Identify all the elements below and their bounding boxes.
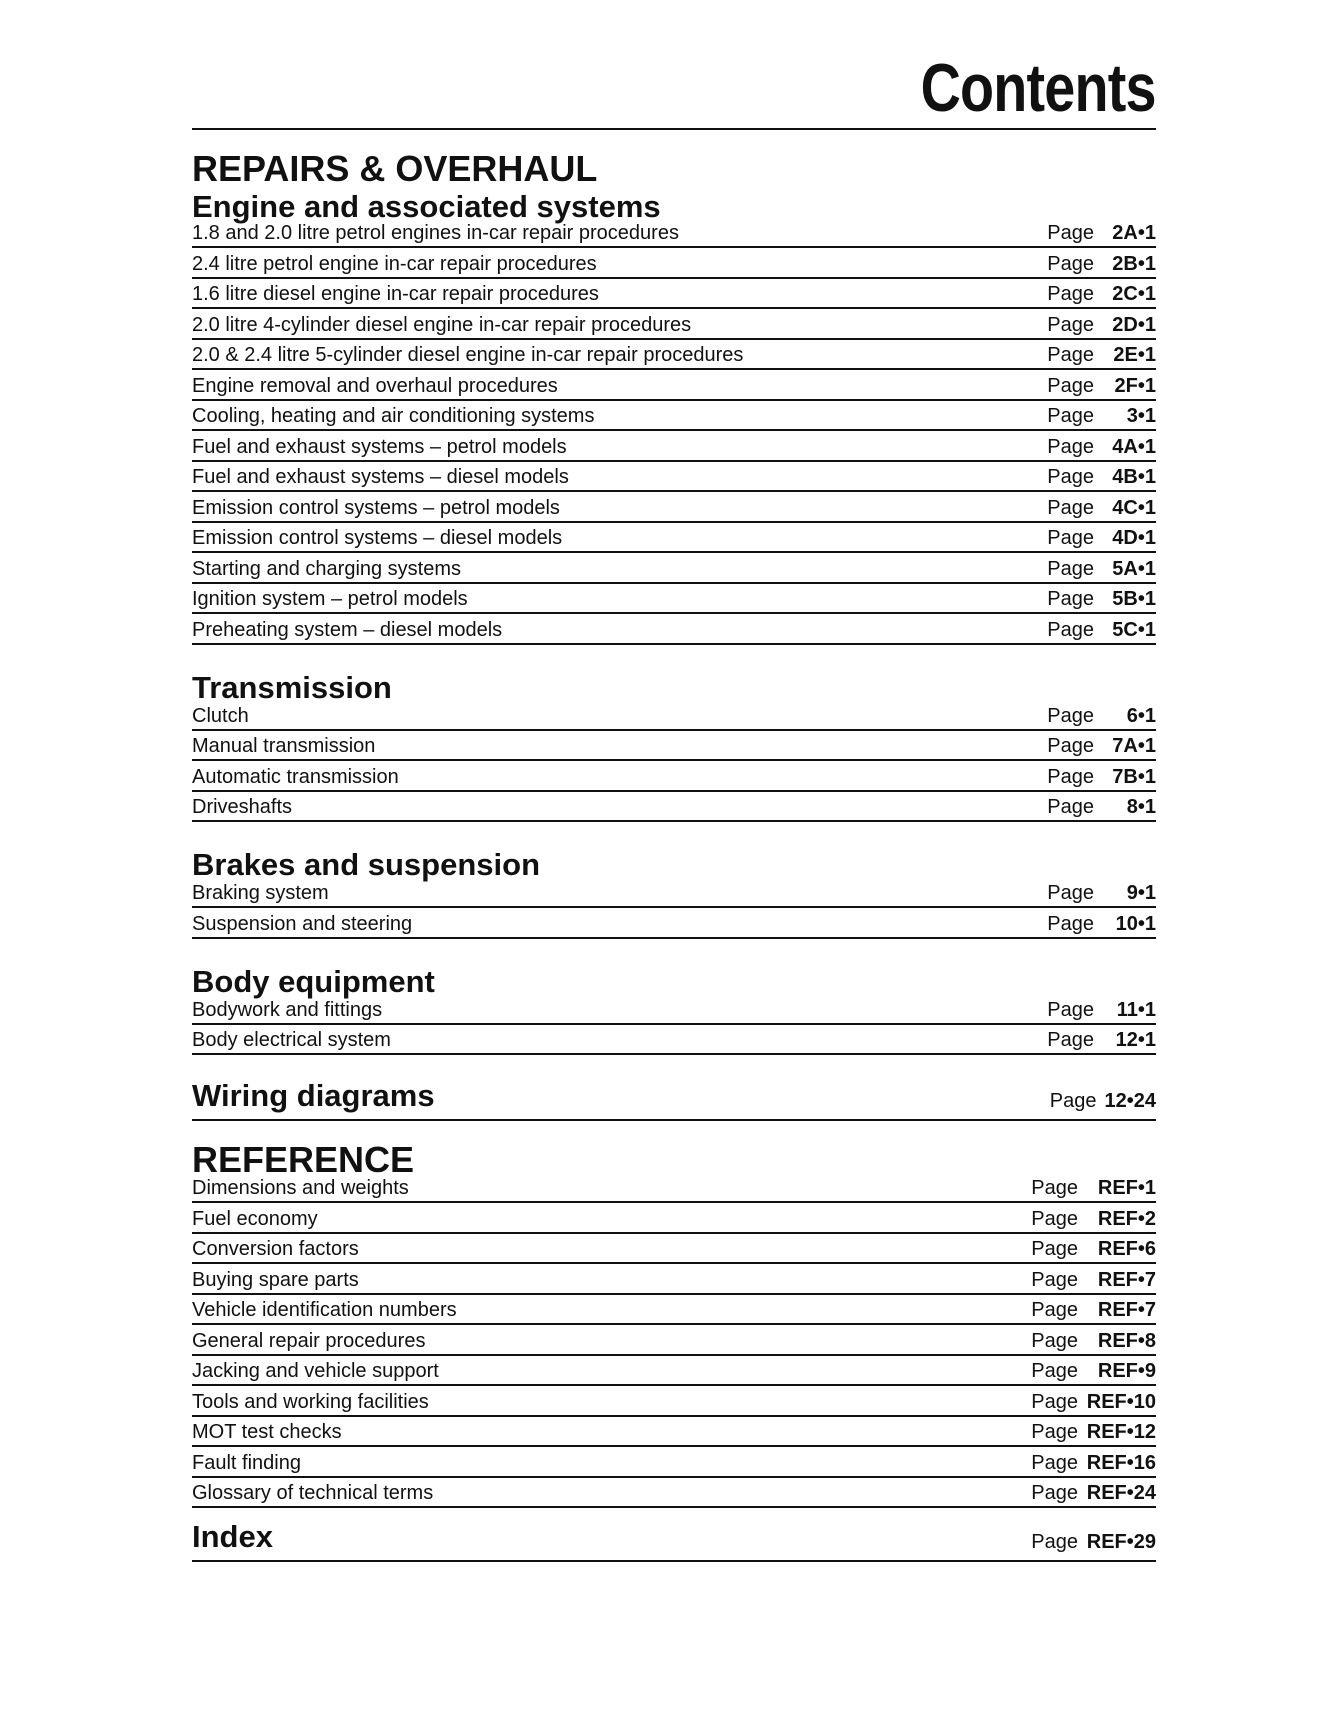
toc-row[interactable] [192, 908, 1156, 939]
page-word: Page [1031, 1177, 1078, 1199]
toc-row[interactable] [192, 584, 1156, 615]
page-reference [1047, 588, 1156, 611]
page-reference [1031, 1360, 1156, 1383]
page-word: Page [1031, 1238, 1078, 1260]
section-heading: Engine and associated systems [192, 189, 661, 224]
toc-row[interactable] [192, 370, 1156, 401]
page-word: Page [1047, 912, 1094, 935]
page-number: 5C•1 [1112, 618, 1156, 641]
page-word: Page [1031, 1268, 1078, 1291]
toc-entry-label: 1.8 and 2.0 litre petrol engines in-car repair procedures [192, 222, 679, 244]
page-word: Page [1047, 882, 1094, 904]
toc-row[interactable] [192, 309, 1156, 340]
page-number: 2D•1 [1112, 313, 1156, 336]
toc-entry-label: Glossary of technical terms [192, 1482, 434, 1504]
page-reference [1031, 1330, 1156, 1353]
page-word: Page [1047, 283, 1094, 305]
page-word: Page [1031, 1207, 1078, 1230]
page-number: 7A•1 [1112, 735, 1156, 757]
page-reference [1047, 222, 1156, 245]
page-number: 10•1 [1115, 912, 1156, 935]
wiring-heading: Wiring diagrams [192, 1078, 435, 1113]
page-number: 9•1 [1126, 882, 1156, 904]
page-reference [1047, 314, 1156, 337]
toc-row[interactable] [192, 462, 1156, 493]
page-reference [1047, 619, 1156, 642]
toc-row[interactable] [192, 1478, 1156, 1509]
page-number: 2C•1 [1112, 283, 1156, 305]
toc-entry-label: Fuel and exhaust systems – diesel models [192, 466, 569, 488]
toc-entry-label: MOT test checks [192, 1421, 342, 1443]
page-reference [1047, 705, 1156, 728]
page-reference [1047, 766, 1156, 789]
toc-entry-label: Manual transmission [192, 735, 376, 757]
page-number: REF•7 [1097, 1299, 1156, 1321]
toc-row[interactable] [192, 553, 1156, 584]
page-word: Page [1031, 1531, 1078, 1553]
toc-entry-label: General repair procedures [192, 1329, 426, 1352]
toc-entry-label: Conversion factors [192, 1238, 359, 1260]
page-number: 2B•1 [1112, 252, 1156, 275]
toc-row[interactable] [192, 1234, 1156, 1265]
toc-row[interactable] [192, 523, 1156, 554]
page-number: 3•1 [1126, 405, 1156, 427]
toc-entry-label: Vehicle identification numbers [192, 1299, 457, 1321]
section-heading: Transmission [192, 669, 392, 705]
page-reference [1031, 1482, 1156, 1505]
page-word: Page [1047, 735, 1094, 757]
contents-body [192, 148, 1156, 1562]
page-number: 2F•1 [1114, 374, 1156, 397]
page-word: Page [1031, 1390, 1078, 1413]
page-number: REF•10 [1086, 1390, 1156, 1413]
section-entries [192, 704, 1156, 823]
toc-entry-label: Automatic transmission [192, 765, 399, 788]
page-reference [1050, 1090, 1156, 1115]
toc-entry-label: 2.0 & 2.4 litre 5-cylinder diesel engine in-car repair procedures [192, 344, 744, 366]
page-word: Page [1047, 496, 1094, 519]
page-reference [1047, 999, 1156, 1022]
toc-entry-label: Driveshafts [192, 796, 293, 818]
page-reference [1047, 1029, 1156, 1052]
page-reference [1031, 1177, 1156, 1200]
toc-entry-label: Emission control systems – diesel models [192, 527, 563, 549]
page-word: Page [1031, 1299, 1078, 1321]
page-word: Page [1047, 222, 1094, 244]
page-word: Page [1047, 704, 1094, 727]
page-number: 12•1 [1115, 1029, 1156, 1051]
page-number: REF•24 [1086, 1482, 1156, 1504]
page-number: REF•12 [1086, 1421, 1156, 1443]
page-word: Page [1047, 344, 1094, 366]
page-reference [1047, 735, 1156, 758]
toc-row[interactable] [192, 1417, 1156, 1448]
repairs-sections [192, 190, 1156, 1055]
toc-row[interactable] [192, 614, 1156, 645]
toc-row[interactable] [192, 998, 1156, 1025]
page-reference [1047, 344, 1156, 367]
toc-row[interactable] [192, 340, 1156, 371]
page-number: 6•1 [1126, 704, 1156, 727]
toc-row[interactable] [192, 1447, 1156, 1478]
toc-row[interactable] [192, 1179, 1156, 1203]
page-word: Page [1047, 313, 1094, 336]
toc-entry-label: Cooling, heating and air conditioning systems [192, 405, 595, 427]
toc-entry-label: Body electrical system [192, 1029, 391, 1051]
toc-entry-label: Buying spare parts [192, 1268, 359, 1291]
section-entries [192, 884, 1156, 939]
page-word: Page [1031, 1451, 1078, 1474]
reference-list [192, 1179, 1156, 1508]
toc-entry-label: Engine removal and overhaul procedures [192, 374, 558, 397]
toc-entry-label: 2.4 litre petrol engine in-car repair procedures [192, 252, 597, 275]
page-reference [1031, 1531, 1156, 1556]
page-number: 4C•1 [1112, 496, 1156, 519]
section-heading: Body equipment [192, 963, 435, 999]
page-number: REF•2 [1097, 1207, 1156, 1230]
toc-entry-label: Clutch [192, 704, 249, 727]
page-number: REF•1 [1097, 1177, 1156, 1199]
page-word: Page [1047, 1029, 1094, 1051]
toc-row[interactable] [192, 1356, 1156, 1387]
page-word: Page [1047, 618, 1094, 641]
page-reference [1047, 436, 1156, 459]
toc-row[interactable] [192, 492, 1156, 523]
page-reference [1031, 1208, 1156, 1231]
toc-entry-label: 2.0 litre 4-cylinder diesel engine in-car repair procedures [192, 313, 692, 336]
page-number: 4D•1 [1112, 527, 1156, 549]
toc-entry-label: Jacking and vehicle support [192, 1360, 439, 1382]
page-word: Page [1047, 405, 1094, 427]
toc-row[interactable] [192, 704, 1156, 731]
toc-row-wiring-diagrams[interactable] [192, 1073, 1156, 1121]
repairs-heading: REPAIRS & OVERHAUL [192, 148, 598, 189]
page-reference [1047, 253, 1156, 276]
page-reference [1047, 796, 1156, 819]
toc-row[interactable] [192, 431, 1156, 462]
page-reference [1047, 527, 1156, 550]
page-number: REF•6 [1097, 1238, 1156, 1260]
page-word: Page [1047, 374, 1094, 397]
title-divider [192, 128, 1156, 130]
toc-entry-label: Bodywork and fittings [192, 998, 383, 1021]
toc-row[interactable] [192, 401, 1156, 432]
toc-entry-label: Starting and charging systems [192, 557, 462, 580]
page-number: REF•16 [1086, 1451, 1156, 1474]
page-word: Page [1031, 1421, 1078, 1443]
page-reference [1047, 497, 1156, 520]
page-number: 8•1 [1126, 796, 1156, 818]
toc-row[interactable] [192, 1203, 1156, 1234]
page-reference [1031, 1299, 1156, 1322]
page-reference [1047, 375, 1156, 398]
toc-entry-label: Tools and working facilities [192, 1390, 429, 1413]
toc-entry-label: Ignition system – petrol models [192, 588, 468, 610]
toc-row[interactable] [192, 792, 1156, 823]
page-word: Page [1047, 466, 1094, 488]
page-number: 2E•1 [1113, 344, 1156, 366]
page-number: REF•8 [1097, 1329, 1156, 1352]
page-reference [1047, 405, 1156, 428]
page-number: 7B•1 [1112, 765, 1156, 788]
page-reference [1047, 558, 1156, 581]
toc-row[interactable] [192, 224, 1156, 248]
page-title: Contents [920, 50, 1156, 126]
toc-row[interactable] [192, 761, 1156, 792]
toc-entry-label: Fuel and exhaust systems – petrol models [192, 435, 567, 458]
toc-entry-label: Braking system [192, 882, 329, 904]
page-number: REF•9 [1097, 1360, 1156, 1382]
page-word: Page [1047, 527, 1094, 549]
toc-entry-label: Fault finding [192, 1451, 301, 1474]
index-heading: Index [192, 1519, 273, 1554]
page-reference [1031, 1391, 1156, 1414]
section-heading: Brakes and suspension [192, 847, 541, 882]
page-reference [1031, 1421, 1156, 1444]
section-entries [192, 224, 1156, 645]
page-number: REF•29 [1086, 1531, 1156, 1553]
toc-entry-label: 1.6 litre diesel engine in-car repair procedures [192, 283, 599, 305]
toc-row[interactable] [192, 1325, 1156, 1356]
toc-row[interactable] [192, 1025, 1156, 1056]
toc-row[interactable] [192, 731, 1156, 762]
page-word: Page [1047, 435, 1094, 458]
page-word: Page [1031, 1360, 1078, 1382]
page-word: Page [1047, 765, 1094, 788]
page-number: 5B•1 [1112, 588, 1156, 610]
page-word: Page [1047, 557, 1094, 580]
page-word: Page [1047, 998, 1094, 1021]
page-reference [1047, 913, 1156, 936]
page-number: 11•1 [1116, 998, 1156, 1021]
toc-entry-label: Dimensions and weights [192, 1177, 409, 1199]
page-reference [1031, 1269, 1156, 1292]
page-number: 12•24 [1104, 1090, 1156, 1112]
page-number: REF•7 [1097, 1268, 1156, 1291]
toc-row[interactable] [192, 279, 1156, 310]
page-word: Page [1047, 252, 1094, 275]
page-reference [1047, 466, 1156, 489]
page-reference [1031, 1238, 1156, 1261]
page-number: 5A•1 [1112, 557, 1156, 580]
page-number: 4A•1 [1112, 435, 1156, 458]
toc-entry-label: Suspension and steering [192, 912, 413, 935]
toc-row[interactable] [192, 248, 1156, 279]
toc-row[interactable] [192, 1386, 1156, 1417]
section-entries [192, 998, 1156, 1056]
page-word: Page [1047, 588, 1094, 610]
page-number: 4B•1 [1112, 466, 1156, 488]
toc-row[interactable] [192, 1295, 1156, 1326]
toc-entry-label: Emission control systems – petrol models [192, 496, 560, 519]
toc-row[interactable] [192, 1264, 1156, 1295]
page-reference [1031, 1452, 1156, 1475]
toc-entry-label: Preheating system – diesel models [192, 618, 503, 641]
reference-heading: REFERENCE [192, 1139, 415, 1180]
page-reference [1047, 882, 1156, 905]
page-word: Page [1031, 1482, 1078, 1504]
toc-row[interactable] [192, 884, 1156, 908]
toc-row-index[interactable] [192, 1514, 1156, 1562]
page-number: 2A•1 [1112, 222, 1156, 244]
page-word: Page [1049, 1090, 1097, 1112]
page-reference [1047, 283, 1156, 306]
toc-entry-label: Fuel economy [192, 1207, 318, 1230]
page-word: Page [1047, 796, 1094, 818]
page-word: Page [1031, 1329, 1078, 1352]
